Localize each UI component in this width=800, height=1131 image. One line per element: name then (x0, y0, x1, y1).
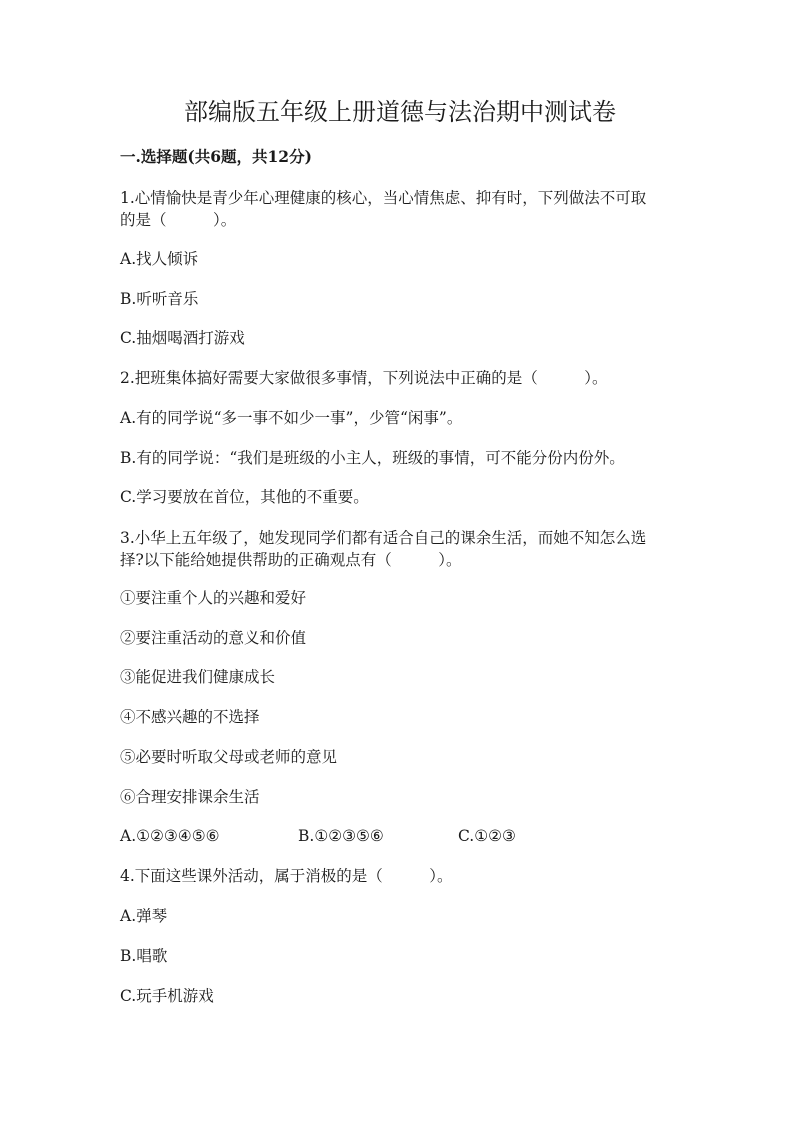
question-3-item: ⑤必要时听取父母或老师的意见 (120, 748, 338, 766)
question-1-stem-line1: 1.心情愉快是青少年心理健康的核心，当心情焦虑、抑有时，下列做法不可取 (120, 189, 647, 207)
question-4-stem: 4.下面这些课外活动，属于消极的是（ ）。 (120, 867, 453, 885)
question-1-option-c: C.抽烟喝酒打游戏 (120, 329, 245, 347)
question-4-option-c: C.玩手机游戏 (120, 987, 214, 1005)
question-3-item: ⑥合理安排课余生活 (120, 788, 260, 806)
question-1-option-b: B.听听音乐 (120, 290, 199, 308)
question-3-option-b: B.①②③⑤⑥ (298, 827, 384, 845)
question-3-options (120, 825, 680, 847)
question-3-item: ③能促进我们健康成长 (120, 668, 276, 686)
question-3-option-a: A.①②③④⑤⑥ (120, 827, 220, 845)
question-4-option-b: B.唱歌 (120, 947, 168, 965)
question-3-item: ②要注重活动的意义和价值 (120, 629, 307, 647)
question-3-stem-line2: 择?以下能给她提供帮助的正确观点有（ ）。 (120, 551, 462, 569)
question-2-stem: 2.把班集体搞好需要大家做很多事情，下列说法中正确的是（ ）。 (120, 369, 608, 387)
question-2-option-c: C.学习要放在首位，其他的不重要。 (120, 488, 369, 506)
question-3-item: ①要注重个人的兴趣和爱好 (120, 589, 307, 607)
question-1-option-a: A.找人倾诉 (120, 250, 199, 268)
question-1-stem-line2: 的是（ ）。 (120, 211, 237, 229)
question-3-stem-line1: 3.小华上五年级了，她发现同学们都有适合自己的课余生活，而她不知怎么选 (120, 529, 647, 547)
question-3-item: ④不感兴趣的不选择 (120, 708, 260, 726)
question-3-option-c: C.①②③ (458, 827, 516, 845)
exam-title: 部编版五年级上册道德与法治期中测试卷 (184, 98, 616, 126)
question-2-option-b: B.有的同学说：“我们是班级的小主人，班级的事情，可不能分份内份外。 (120, 449, 625, 467)
question-2-option-a: A.有的同学说“多一事不如少一事”，少管“闲事”。 (120, 409, 463, 427)
section-heading: 一.选择题(共6题，共12分) (120, 147, 312, 166)
question-4-option-a: A.弹琴 (120, 907, 168, 925)
